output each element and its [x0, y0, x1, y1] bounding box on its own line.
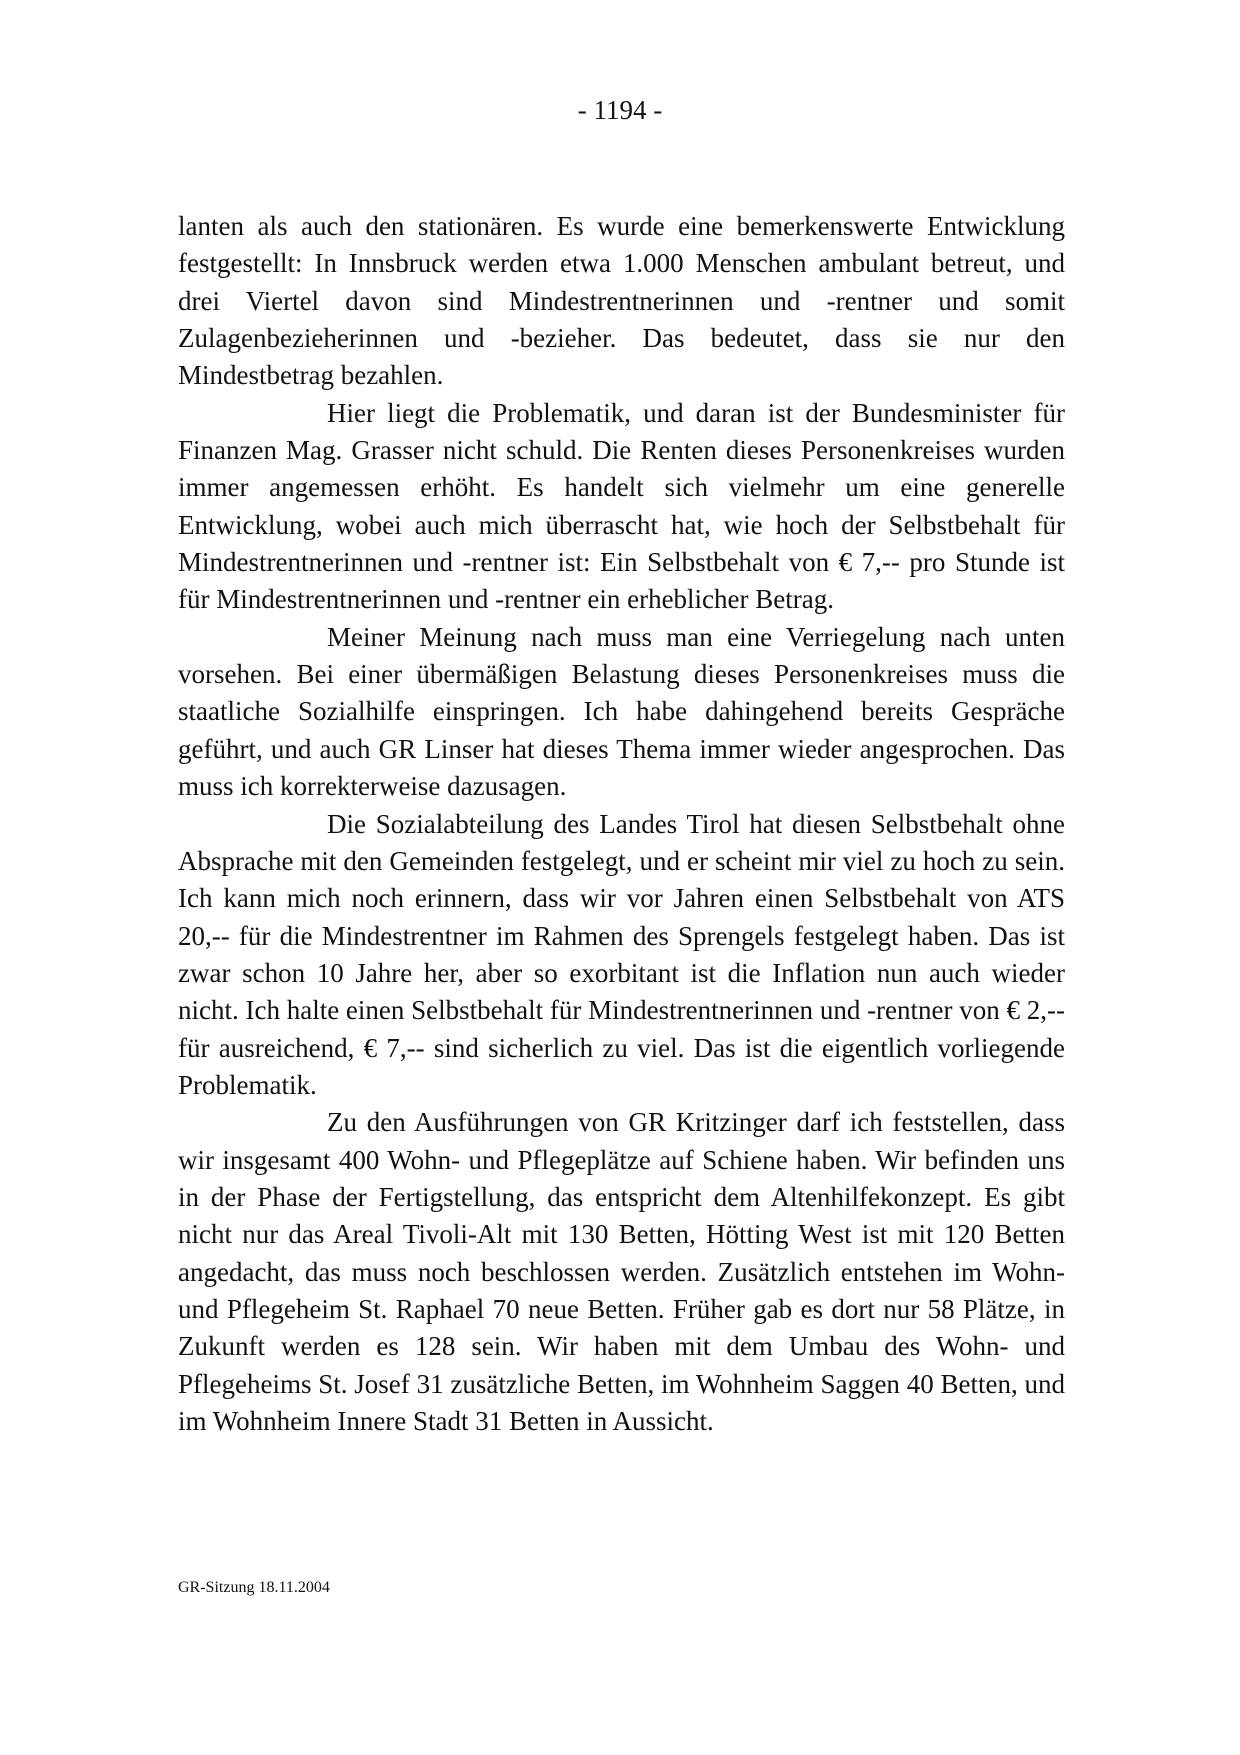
footer-session-date: GR-Sitzung 18.11.2004: [178, 1579, 330, 1596]
body-text: [178, 208, 1065, 1440]
paragraph-5: Zu den Ausführungen von GR Kritzinger darf ich feststellen, dass wir insgesamt 400 Wohn- und Pflegeplätze auf Schiene haben. Wir befinden uns in der Phase der Fertigstellung, das entspricht dem Altenhilfekonzept. Es gibt nicht nur das Areal Tivoli-Alt mit 130 Betten, Hötting West ist mit 120 Betten angedacht, das muss noch beschlossen werden. Zusätzlich entstehen im Wohn- und Pflegeheim St. Raphael 70 neue Betten. Früher gab es dort nur 58 Plätze, in Zukunft werden es 128 sein. Wir haben mit dem Umbau des Wohn- und Pflegeheims St. Josef 31 zusätzliche Betten, im Wohnheim Saggen 40 Betten, und im Wohnheim Innere Stadt 31 Betten in Aussicht.: [178, 1107, 1065, 1436]
paragraph-2: Hier liegt die Problematik, und daran ist der Bundesminister für Finanzen Mag. Grasser nicht schuld. Die Renten dieses Personenkreises wurden immer angemessen erhöht. Es handelt sich vielmehr um eine generelle Entwicklung, wobei auch mich überrascht hat, wie hoch der Selbstbehalt für Mindestrentnerinnen und -rentner ist: Ein Selbstbehalt von € 7,-- pro Stunde ist für Mindestrentnerinnen und -rentner ein erheblicher Betrag.: [178, 397, 1065, 615]
paragraph-1: lanten als auch den stationären. Es wurde eine bemerkenswerte Entwicklung festgestellt: In Innsbruck werden etwa 1.000 Menschen ambulant betreut, und drei Viertel davon sind Mindestrentnerinnen und -rentner und somit Zulagenbezieherinnen und -bezieher. Das bedeutet, dass sie nur den Mindestbetrag bezahlen.: [178, 211, 1065, 391]
paragraph-3: Meiner Meinung nach muss man eine Verriegelung nach unten vorsehen. Bei einer übermäßigen Belastung dieses Personenkreises muss die staatliche Sozialhilfe einspringen. Ich habe dahingehend bereits Gespräche geführt, und auch GR Linser hat dieses Thema immer wieder angesprochen. Das muss ich korrekterweise dazusagen.: [178, 621, 1065, 802]
page-number: - 1194 -: [577, 95, 663, 125]
paragraph-4: Die Sozialabteilung des Landes Tirol hat diesen Selbstbehalt ohne Absprache mit den Gemeinden festgelegt, und er scheint mir viel zu hoch zu sein. Ich kann mich noch erinnern, dass wir vor Jahren einen Selbstbehalt von ATS 20,-- für die Mindestrentner im Rahmen des Sprengels festgelegt haben. Das ist zwar schon 10 Jahre her, aber so exorbitant ist die Inflation nun auch wieder nicht. Ich halte einen Selbstbehalt für Mindestrentnerinnen und -rentner von € 2,-- für ausreichend, € 7,-- sind sicherlich zu viel. Das ist die eigentlich vorliegende Problematik.: [178, 808, 1065, 1100]
